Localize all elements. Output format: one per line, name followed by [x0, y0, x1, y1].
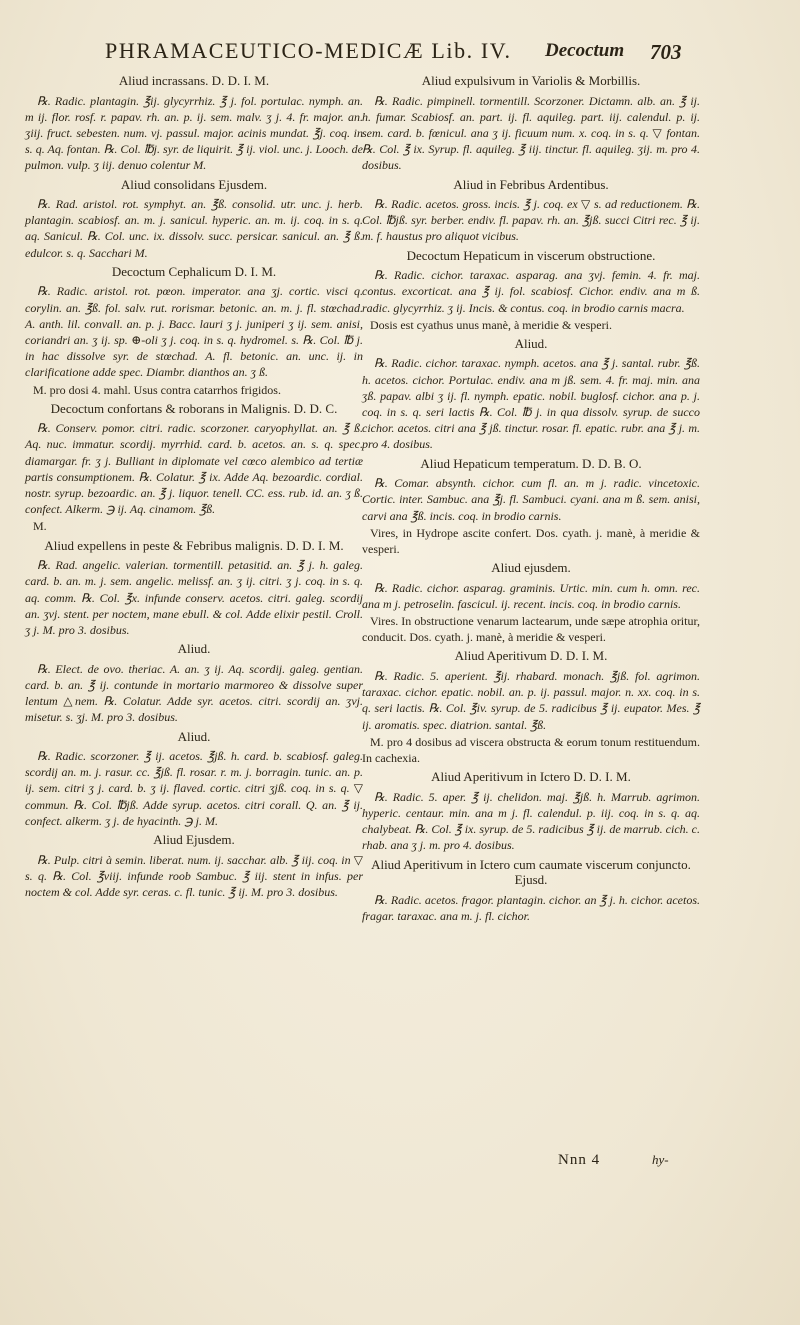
recipe-entry — [25, 729, 363, 830]
catchword: hy- — [652, 1152, 669, 1167]
recipe-heading: Aliud Aperitivum D. D. I. M. — [454, 648, 608, 664]
recipe-entry — [25, 73, 363, 174]
recipe-heading: Aliud expellens in peste & Febribus malignis. D. D. I. M. — [44, 537, 344, 553]
right-column — [362, 70, 700, 925]
page-header — [105, 38, 705, 72]
recipe-entry — [362, 456, 700, 558]
recipe-text: ℞. Radic. scorzoner. ℥ ij. acetos. ℥jß. h. card. b. scabiosf. galeg. scordij an. m. j. rasur. cc. ℥jß. fl. rosar. r. m. j. borragin. tunic. an. p. ij. sem. citri ʒ j. card. b. ʒ ij. flaved. cortic. citri ʒjß. coq. in s. q. ▽ commun. ℞. Col. ℔jß. Adde syrup. acetos. citri corall. Q. an. ℥ ij. confect. alkerm. ʒ j. de hyacinth. ℈ j. M. — [25, 749, 363, 828]
recipe-entry — [362, 560, 700, 645]
recipe-heading: Aliud. — [177, 641, 211, 657]
recipe-heading: Aliud ejusdem. — [491, 560, 571, 576]
recipe-heading: Aliud Aperitivum in Ictero cum caumate viscerum conjuncto. Ejusd. — [371, 856, 691, 888]
recipe-entry — [362, 769, 700, 853]
recipe-entry — [25, 538, 363, 639]
recipe-text: ℞. Radic. pimpinell. tormentill. Scorzoner. Dictamn. alb. an. ℥ ij. h. fumar. Scabiosf. an. part. ij. fl. aquileg. part. iij. calendul. p. ij. sem. card. b. fœnicul. ana ʒ ij. ficuum num. x. coq. in s. q. ▽ fontan. ℞. Col. ℥ ix. Syrup. fl. aquileg. ℥ iij. tinctur. fl. aquileg. ʒij. m. pro 4. dosibus. — [362, 93, 700, 173]
recipe-text: ℞. Pulp. citri à semin. liberat. num. ij. sacchar. alb. ℥ iij. coq. in ▽ s. q. ℞. Col. ℥viij. infunde roob Sambuc. ℥ iij. stent in infus. per noctem & col. Adde syr. ceras. c. fl. tunic. ℥ ij. M. pro 3. dosibus. — [25, 852, 363, 899]
recipe-heading: Decoctum Cephalicum D. I. M. — [111, 263, 277, 279]
recipe-text: ℞. Radic. 5. aperient. ℥ij. rhabard. monach. ℥jß. fol. agrimon. taraxac. cichor. epatic. nobil. an. p. ij. passul. major. n. xx. coq. in s. q. seri lactis. ℞. Col. ℥iv. syrup. de 5. radicibus ℥ ij. eupator. Mes. ℥ ij. aromatis. spec. diatrion. santal. ℥ß. — [362, 668, 700, 732]
recipe-entry — [362, 857, 700, 924]
recipe-note: M. — [33, 519, 47, 534]
recipe-note: Dosis est cyathus unus manè, à meridie & vesperi. — [370, 317, 612, 332]
recipe-heading: Aliud in Febribus Ardentibus. — [453, 176, 609, 192]
left-column — [25, 70, 363, 901]
recipe-text: ℞. Rad. angelic. valerian. tormentill. petasitid. an. ℥ j. h. galeg. card. b. an. m. j. sem. angelic. melissf. an. ʒ ij. citri. ʒ j. coq. in s. q. aq. comm. ℞. Col. ℥x. infunde conserv. acetos. citri. galeg. scordij an. ʒvj. stent. per noctem, mane ebull. & col. Adde elixir pestil. Croll. ʒ j. M. pro 3. dosibus. — [25, 558, 363, 637]
recipe-heading: Aliud consolidans Ejusdem. — [120, 176, 268, 192]
recipe-entry — [362, 177, 700, 245]
recipe-entry — [362, 648, 700, 766]
recipe-heading: Aliud Ejusdem. — [153, 832, 235, 848]
running-title: PHRAMACEUTICO-MEDICÆ Lib. IV. — [105, 38, 512, 63]
recipe-note: M. pro dosi 4. mahl. Usus contra catarrhos frigidos. — [33, 382, 281, 397]
signature-mark: Nnn 4 — [558, 1152, 601, 1168]
recipe-text: ℞. Radic. aristol. rot. pœon. imperator. ana ʒj. cortic. visci q. corylin. an. ℥ß. fol. salv. rut. rorismar. betonic. an. m. j. fl. stœchad. A. anth. lil. convall. an. p. j. Bacc. lauri ʒ j. juniperi ʒ ij. sem. anisi, coriandri an. ʒ ij. sp. ⊕-oli ʒ j. coq. in s. q. hydromel. s. ℞. Col. ℔ j. in hac dissolve syr. de stœchad. A. fl. betonic. an. unc. ij. in clarificatione adde spec. Diambr. dianthos an. ʒ ß. — [25, 284, 363, 380]
recipe-entry — [25, 832, 363, 900]
recipe-text: ℞. Radic. cichor. taraxac. nymph. acetos. ana ℥ j. santal. rubr. ℥ß. h. acetos. cichor. Portulac. endiv. ana m jß. sem. 4. fr. maj. min. ana ʒß. papav. albi ʒ ij. fl. nymph. epatic. nobil. buglosf. cichor. ana p. j. coq. in s. q. seri lactis ℞. Col. ℔ j. in qua dissolv. syrup. de succo cichor. acetos. citri ana ℥ jß. tinctur. rosar. fl. epatic. rubr. ana ℥ j. m. pro 4. dosibus. — [362, 356, 700, 452]
recipe-text: ℞. Conserv. pomor. citri. radic. scorzoner. caryophyllat. an. ℥ ß. Aq. nuc. immatur. scordij. myrrhid. card. b. acetos. an. s. q. spec. diamargar. fr. ʒ j. Bulliant in diplomate vel cœco alembico ad tertiæ partis consumptionem. ℞. Colatur. ℥ ix. Adde Aq. bezoardic. cordial. nostr. syrup. bezoardic. an. ℥ j. liquor. tenell. CC. ess. rub. id. an. ʒ ß. confect. Alkerm. ℈ ij. Aq. cinamom. ℥ß. — [25, 421, 363, 517]
recipe-heading: Aliud. — [514, 335, 548, 351]
recipe-entry — [25, 177, 363, 261]
recipe-entry — [25, 641, 363, 725]
recipe-text: ℞. Radic. plantagin. ℥ij. glycyrrhiz. ℥ j. fol. portulac. nymph. an. m ij. flor. rosf. r. papav. rh. an. p. ij. sem. malv. ʒ j. 4. fr. major. an. ʒiij. fruct. sebesten. num. vj. passul. major. acinis mundat. ℥j. coq. in s. q. Aq. fontan. ℞. Col. ℔j. syr. de liquirit. ℥ ij. viol. unc. j. Looch. de pulmon. vulp. ʒ iij. denuo colentur M. — [25, 93, 363, 173]
recipe-entry — [362, 248, 700, 333]
recipe-text: ℞. Radic. 5. aper. ℥ ij. chelidon. maj. ℥jß. h. Marrub. agrimon. hyperic. centaur. min. ana m j. fl. calendul. p. iij. coq. in s. q. aq. chalybeat. ℞. Col. ℥ ix. syrup. de 5. radicibus ℥ ij. de marrub. cich. c. rhab. ana ʒ j. m. pro 4. dosibus. — [362, 789, 700, 853]
recipe-text: ℞. Comar. absynth. cichor. cum fl. an. m j. radic. vincetoxic. Cortic. inter. Sambuc. ana ℥j. fl. Sambuci. cyani. ana m ß. sem. anisi, carvi ana ℥ß. incis. coq. in brodio carnis. — [362, 476, 700, 523]
recipe-entry — [25, 401, 363, 535]
recipe-heading: Aliud incrassans. D. D. I. M. — [118, 73, 270, 88]
recipe-entry — [25, 264, 363, 398]
recipe-heading: Aliud. — [177, 728, 211, 744]
recipe-heading: Aliud expulsivum in Variolis & Morbillis. — [421, 73, 641, 88]
recipe-note: Vires, in Hydrope ascite confert. Dos. cyath. j. manè, à meridie & vesperi. — [362, 525, 700, 556]
section-title: Decoctum — [545, 40, 625, 61]
recipe-heading: Aliud Aperitivum in Ictero D. D. I. M. — [431, 769, 631, 785]
recipe-text: ℞. Elect. de ovo. theriac. A. an. ʒ ij. Aq. scordij. galeg. gentian. card. b. an. ℥ ij. contunde in mortario marmoreo & dissolve super lentum △nem. ℞. Colatur. Adde syr. acetos. citri. scordij an. ʒvj. misetur. s. ʒj. M. pro 3. dosibus. — [25, 661, 363, 725]
recipe-text: ℞. Rad. aristol. rot. symphyt. an. ℥ß. consolid. utr. unc. j. herb. plantagin. scabiosf. an. m. j. sanicul. hyperic. an. m. ij. coq. in s. q. aq. Sanicul. ℞. Col. unc. ix. dissolv. succ. persicar. sanicul. an. ℥ ß. edulcor. s. q. Sacchari M. — [25, 197, 363, 260]
recipe-heading: Decoctum Hepaticum in viscerum obstructione. — [406, 247, 656, 263]
recipe-entry — [362, 336, 700, 453]
recipe-entry — [362, 73, 700, 174]
recipe-text: ℞. Radic. cichor. asparag. graminis. Urtic. min. cum h. omn. rec. ana m j. petroselin. fascicul. ij. recent. incis. coq. in brodio carnis. — [362, 580, 700, 611]
recipe-note: M. pro 4 dosibus ad viscera obstructa & eorum tonum restituendum. In cachexia. — [362, 734, 700, 765]
recipe-note: Vires. In obstructione venarum lactearum, unde sæpe atrophia oritur, conducit. Dos. cyath. j. manè, à meridie & vesperi. — [362, 614, 700, 645]
page-number: 703 — [650, 40, 682, 64]
recipe-text: ℞. Radic. acetos. gross. incis. ℥ j. coq. ex ▽ s. ad reductionem. ℞. Col. ℔jß. syr. berber. endiv. fl. papav. rh. an. ℥jß. succi Citri rec. ℥ ij. m. f. haustus pro aliquot vicibus. — [362, 197, 700, 244]
recipe-heading: Aliud Hepaticum temperatum. D. D. B. O. — [420, 455, 642, 471]
recipe-text: ℞. Radic. cichor. taraxac. asparag. ana ʒvj. femin. 4. fr. maj. contus. excorticat. ana ℥ ij. fol. scabiosf. Cichor. endiv. ana m ß. radic. glycyrrhiz. ʒ ij. Incis. & contus. coq. in brodio carnis macra. — [362, 268, 700, 315]
recipe-heading: Decoctum confortans & roborans in Malignis. D. D. C. — [50, 400, 338, 416]
recipe-text: ℞. Radic. acetos. fragor. plantagin. cichor. an ℥ j. h. cichor. acetos. fragar. taraxac. ana m. j. fl. cichor. — [362, 892, 700, 923]
